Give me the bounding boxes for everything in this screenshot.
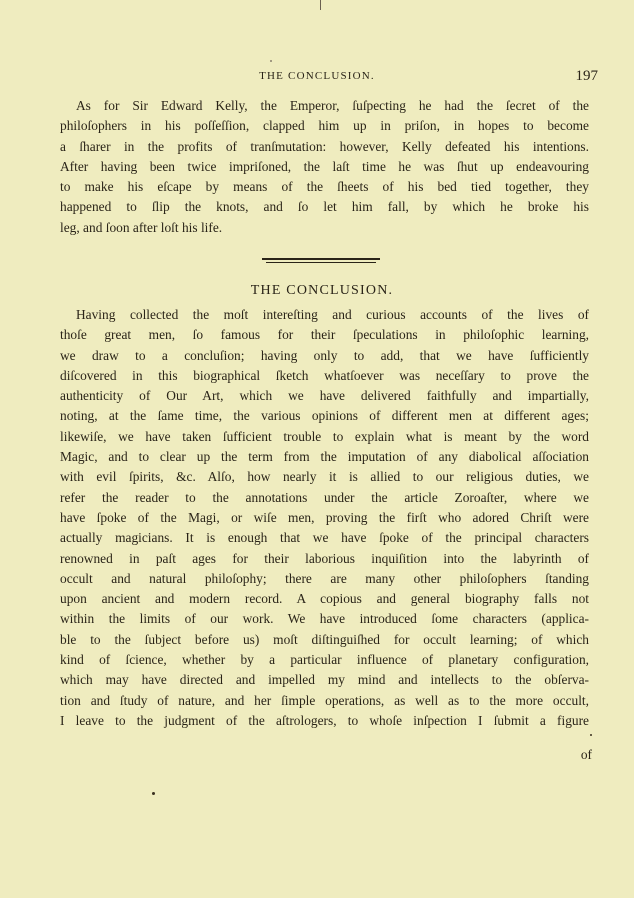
page-number: 197 <box>575 68 598 84</box>
text-line: with evil ſpirits, &c. Alſo, how nearly it is allied to our religious duties, we <box>60 469 589 485</box>
text-line: actually magicians. It is enough that we have ſpoke of the principal characters <box>60 530 589 546</box>
text-line: to make his eſcape by means of the ſheets of his bed tied together, they <box>60 179 589 195</box>
text-line: renowned in paſt ages for their laborious inquiſition into the labyrinth of <box>60 550 589 566</box>
paragraph-conclusion <box>60 305 589 731</box>
text-line: kind of ſcience, whether by a particular influence of planetary configuration, <box>60 652 589 668</box>
text-line: leg, and ſoon after loſt his life. <box>60 219 223 235</box>
divider-thin-rule <box>266 262 376 263</box>
text-line: ble to the ſubject before us) moſt diſtinguiſhed for occult learning; of which <box>60 631 589 647</box>
running-head <box>0 68 634 84</box>
text-line: we draw to a concluſion; having only to add, that we have ſufficiently <box>60 347 589 363</box>
text-line: within the limits of our work. We have introduced ſome characters (applica- <box>60 611 589 627</box>
text-line: diſcovered in this biographical ſketch whatſoever was neceſſary to prove the <box>60 367 589 383</box>
text-line: noting, at the ſame time, the various opinions of different men at different ages; <box>60 408 589 424</box>
text-line: authenticity of Our Art, which we have delivered faithfully and impartially, <box>60 388 589 404</box>
text-line: I leave to the judgment of the aſtrologers, to whoſe inſpection I ſubmit a figure <box>60 712 589 728</box>
text-line: likewiſe, we have taken ſufficient trouble to explain what is meant by the word <box>60 428 589 444</box>
running-head-title: THE CONCLUSION. <box>259 70 375 82</box>
text-line: happened to ſlip the knots, and ſo let him fall, by which he broke his <box>60 199 589 215</box>
text-line: Having collected the moſt intereſting and curious accounts of the lives of <box>76 307 589 322</box>
section-divider <box>262 258 380 264</box>
text-line: which may have directed and impelled my mind and intellects to the obſerva- <box>60 672 589 688</box>
paragraph-kelly <box>60 96 589 238</box>
text-line: occult and natural philoſophy; there are many other philoſophers ſtanding <box>60 570 589 586</box>
catchword: of <box>580 747 592 762</box>
text-line: tion and ſtudy of nature, and her ſimple operations, as well as to the more occult, <box>60 692 589 708</box>
text-line: After having been twice impriſoned, the laſt time he was ſhut up endeavouring <box>60 158 589 174</box>
text-line: Magic, and to clear up the term from the imputation of any diabolical aſſociation <box>60 449 589 465</box>
section-heading: THE CONCLUSION. <box>250 283 394 298</box>
divider-thick-rule <box>262 258 380 260</box>
text-line: refer the reader to the annotations under the article Zoroaſter, where we <box>60 489 589 505</box>
text-line: have ſpoke of the Magi, or wiſe men, proving the firſt who adored Chriſt were <box>60 509 589 525</box>
ink-speck <box>590 734 592 736</box>
text-line: upon ancient and modern record. A copious and general biography falls not <box>60 591 589 607</box>
text-line: thoſe great men, ſo famous for their ſpeculations in philoſophic learning, <box>60 327 589 343</box>
text-line: philoſophers in his poſſeſſion, clapped him up in priſon, in hopes to become <box>60 118 589 134</box>
ink-speck <box>152 792 155 795</box>
paper-mark <box>320 0 321 10</box>
text-line: a ſharer in the profits of tranſmutation: however, Kelly defeated his intentions. <box>60 138 589 154</box>
ink-speck <box>270 60 272 62</box>
text-line: As for Sir Edward Kelly, the Emperor, ſuſpecting he had the ſecret of the <box>76 98 589 113</box>
